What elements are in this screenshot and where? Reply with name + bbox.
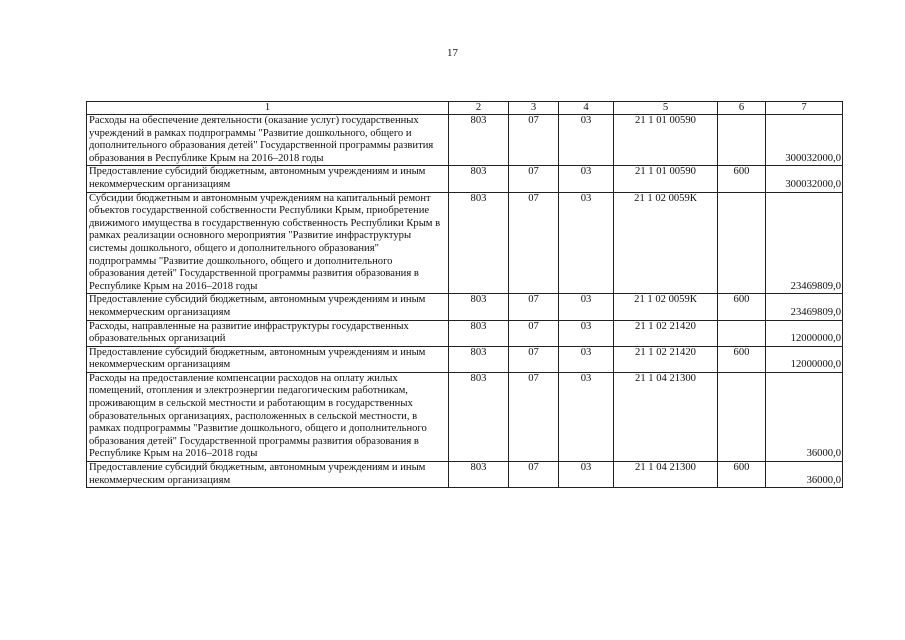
- section-code: 07: [509, 166, 559, 192]
- column-header: 4: [559, 102, 614, 115]
- amount-value: 12000000,0: [766, 320, 843, 346]
- section-code: 07: [509, 115, 559, 166]
- expense-type-code: [718, 192, 766, 294]
- row-description: Расходы, направленные на развитие инфраструктуры государственных образовательных организаций: [87, 320, 449, 346]
- section-code: 07: [509, 372, 559, 461]
- column-header: 1: [87, 102, 449, 115]
- row-description: Предоставление субсидий бюджетным, автономным учреждениям и иным некоммерческим организациям: [87, 166, 449, 192]
- ministry-code: 803: [449, 346, 509, 372]
- page-number: 17: [447, 47, 458, 59]
- ministry-code: 803: [449, 294, 509, 320]
- amount-value: 23469809,0: [766, 192, 843, 294]
- table-row: [87, 320, 843, 346]
- column-header: 2: [449, 102, 509, 115]
- row-description: Расходы на обеспечение деятельности (оказание услуг) государственных учреждений в рамках подпрограммы "Развитие дошкольного, общего и дополнительного образования детей" Государственной программы развития образования в Республике Крым на 2016–2018 годы: [87, 115, 449, 166]
- expense-type-code: [718, 372, 766, 461]
- section-code: 07: [509, 346, 559, 372]
- budget-table: [86, 101, 843, 488]
- column-header: 6: [718, 102, 766, 115]
- subsection-code: 03: [559, 166, 614, 192]
- target-article-code: 21 1 02 0059К: [614, 192, 718, 294]
- subsection-code: 03: [559, 346, 614, 372]
- amount-value: 300032000,0: [766, 115, 843, 166]
- ministry-code: 803: [449, 462, 509, 488]
- ministry-code: 803: [449, 372, 509, 461]
- target-article-code: 21 1 01 00590: [614, 115, 718, 166]
- section-code: 07: [509, 294, 559, 320]
- subsection-code: 03: [559, 372, 614, 461]
- row-description: Предоставление субсидий бюджетным, автономным учреждениям и иным некоммерческим организациям: [87, 294, 449, 320]
- target-article-code: 21 1 02 0059К: [614, 294, 718, 320]
- table-row: [87, 294, 843, 320]
- row-description: Субсидии бюджетным и автономным учреждениям на капитальный ремонт объектов государственной собственности Республики Крым, приобретение движимого имущества в государственную собственность Республики Крым в рамках реализации основного мероприятия "Развитие инфраструктуры системы дошкольного, общего и дополнительного образования" подпрограммы "Развитие дошкольного, общего и дополнительного образования детей" Государственной программы развития образования в Республике Крым на 2016–2018 годы: [87, 192, 449, 294]
- table-row: [87, 346, 843, 372]
- amount-value: 300032000,0: [766, 166, 843, 192]
- subsection-code: 03: [559, 320, 614, 346]
- amount-value: 12000000,0: [766, 346, 843, 372]
- section-code: 07: [509, 320, 559, 346]
- column-header: 7: [766, 102, 843, 115]
- table-row: [87, 166, 843, 192]
- table-row: [87, 462, 843, 488]
- target-article-code: 21 1 01 00590: [614, 166, 718, 192]
- section-code: 07: [509, 462, 559, 488]
- section-code: 07: [509, 192, 559, 294]
- row-description: Расходы на предоставление компенсации расходов на оплату жилых помещений, отопления и электроэнергии педагогическим работникам, проживающим в сельской местности и работающим в государственных образовательных организациях, расположенных в сельской местности, в рамках подпрограммы "Развитие дошкольного, общего и дополнительного образования детей" Государственной программы развития образования в Республике Крым на 2016–2018 годы: [87, 372, 449, 461]
- subsection-code: 03: [559, 294, 614, 320]
- ministry-code: 803: [449, 115, 509, 166]
- row-description: Предоставление субсидий бюджетным, автономным учреждениям и иным некоммерческим организациям: [87, 462, 449, 488]
- expense-type-code: [718, 115, 766, 166]
- subsection-code: 03: [559, 115, 614, 166]
- column-header: 3: [509, 102, 559, 115]
- table-row: [87, 372, 843, 461]
- amount-value: 36000,0: [766, 372, 843, 461]
- column-header: 5: [614, 102, 718, 115]
- expense-type-code: 600: [718, 294, 766, 320]
- header-row: [87, 102, 843, 115]
- target-article-code: 21 1 04 21300: [614, 372, 718, 461]
- table-row: [87, 115, 843, 166]
- expense-type-code: 600: [718, 346, 766, 372]
- ministry-code: 803: [449, 320, 509, 346]
- subsection-code: 03: [559, 462, 614, 488]
- target-article-code: 21 1 02 21420: [614, 346, 718, 372]
- expense-type-code: [718, 320, 766, 346]
- amount-value: 23469809,0: [766, 294, 843, 320]
- table-row: [87, 192, 843, 294]
- expense-type-code: 600: [718, 166, 766, 192]
- target-article-code: 21 1 04 21300: [614, 462, 718, 488]
- subsection-code: 03: [559, 192, 614, 294]
- amount-value: 36000,0: [766, 462, 843, 488]
- ministry-code: 803: [449, 166, 509, 192]
- expense-type-code: 600: [718, 462, 766, 488]
- ministry-code: 803: [449, 192, 509, 294]
- row-description: Предоставление субсидий бюджетным, автономным учреждениям и иным некоммерческим организациям: [87, 346, 449, 372]
- target-article-code: 21 1 02 21420: [614, 320, 718, 346]
